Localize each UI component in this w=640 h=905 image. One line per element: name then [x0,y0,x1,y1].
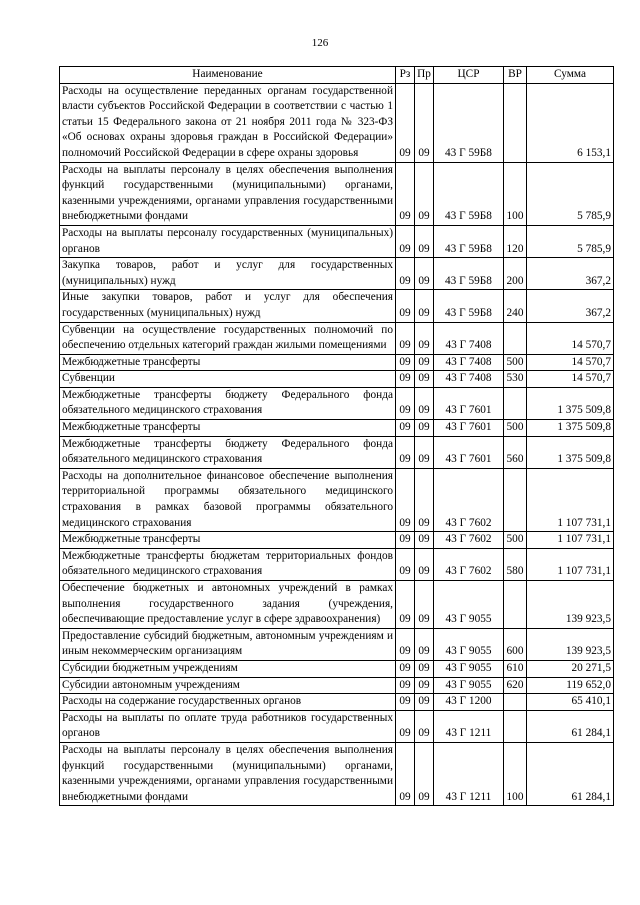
table-row [60,322,614,354]
cell-name: Расходы на осуществление переданных органам государственной власти субъектов Российской Федерации в соответствии с частью 1 статьи 15 Федерального закона от 21 ноября 2011 года № 323-ФЗ «Об основах охраны здоровья граждан в Российской Федерации» полномочий Российской Федерации в сфере охраны здоровья [60,83,396,162]
cell-csr: 43 Г 7601 [434,420,504,437]
cell-vr [504,322,527,354]
cell-name: Межбюджетные трансферты бюджетам территориальных фондов обязательного медицинского страхования [60,548,396,580]
cell-pr: 09 [415,162,434,225]
cell-sum: 1 375 509,8 [527,387,614,419]
table-row [60,258,614,290]
cell-csr: 43 Г 1211 [434,742,504,805]
cell-vr: 560 [504,436,527,468]
cell-pr: 09 [415,83,434,162]
cell-csr: 43 Г 7408 [434,322,504,354]
cell-name: Предоставление субсидий бюджетным, автономным учреждениям и иным некоммерческим организациям [60,628,396,660]
cell-rz: 09 [396,387,415,419]
cell-name: Расходы на выплаты персоналу в целях обеспечения выполнения функций государственными (муниципальными) органами, казенными учреждениями, органами управления государственными внебюджетными фондами [60,162,396,225]
header-rz: Рз [396,67,415,84]
cell-pr: 09 [415,581,434,629]
cell-name: Иные закупки товаров, работ и услуг для обеспечения государственных (муниципальных) нужд [60,290,396,322]
cell-sum: 1 375 509,8 [527,420,614,437]
header-csr: ЦСР [434,67,504,84]
cell-vr: 100 [504,742,527,805]
cell-name: Межбюджетные трансферты [60,532,396,549]
cell-vr [504,387,527,419]
header-pr: Пр [415,67,434,84]
page-number: 126 [311,37,329,49]
cell-pr: 09 [415,225,434,257]
cell-csr: 43 Г 59Б8 [434,162,504,225]
budget-table [59,66,614,806]
cell-csr: 43 Г 7602 [434,532,504,549]
table-row [60,225,614,257]
cell-rz: 09 [396,354,415,371]
cell-csr: 43 Г 59Б8 [434,225,504,257]
cell-rz: 09 [396,468,415,531]
cell-vr [504,710,527,742]
cell-rz: 09 [396,581,415,629]
cell-vr: 500 [504,420,527,437]
cell-sum: 14 570,7 [527,354,614,371]
cell-sum: 1 375 509,8 [527,436,614,468]
cell-rz: 09 [396,258,415,290]
table-row [60,162,614,225]
table-header-row [60,67,614,84]
table-row [60,371,614,388]
cell-sum: 139 923,5 [527,581,614,629]
cell-name: Расходы на выплаты персоналу государственных (муниципальных) органов [60,225,396,257]
header-sum: Сумма [527,67,614,84]
header-name: Наименование [60,67,396,84]
cell-sum: 65 410,1 [527,694,614,711]
cell-vr: 120 [504,225,527,257]
cell-name: Закупка товаров, работ и услуг для государственных (муниципальных) нужд [60,258,396,290]
cell-name: Субвенции [60,371,396,388]
cell-sum: 367,2 [527,258,614,290]
cell-sum: 367,2 [527,290,614,322]
cell-rz: 09 [396,660,415,677]
cell-name: Субсидии бюджетным учреждениям [60,660,396,677]
cell-rz: 09 [396,694,415,711]
cell-csr: 43 Г 7601 [434,436,504,468]
cell-pr: 09 [415,694,434,711]
cell-vr: 240 [504,290,527,322]
cell-sum: 1 107 731,1 [527,532,614,549]
cell-csr: 43 Г 7408 [434,371,504,388]
cell-csr: 43 Г 9055 [434,660,504,677]
cell-sum: 119 652,0 [527,677,614,694]
cell-rz: 09 [396,290,415,322]
cell-name: Расходы на дополнительное финансовое обеспечение выполнения территориальной программы обязательного медицинского страхования в рамках базовой программы обязательного медицинского страхования [60,468,396,531]
cell-pr: 09 [415,354,434,371]
cell-pr: 09 [415,548,434,580]
cell-name: Межбюджетные трансферты [60,420,396,437]
cell-name: Межбюджетные трансферты бюджету Федерального фонда обязательного медицинского страхования [60,436,396,468]
cell-rz: 09 [396,742,415,805]
cell-pr: 09 [415,532,434,549]
cell-sum: 20 271,5 [527,660,614,677]
cell-rz: 09 [396,83,415,162]
cell-sum: 14 570,7 [527,371,614,388]
cell-sum: 61 284,1 [527,742,614,805]
cell-pr: 09 [415,677,434,694]
cell-csr: 43 Г 7408 [434,354,504,371]
cell-pr: 09 [415,387,434,419]
cell-pr: 09 [415,290,434,322]
cell-csr: 43 Г 7601 [434,387,504,419]
cell-name: Расходы на содержание государственных органов [60,694,396,711]
cell-pr: 09 [415,742,434,805]
cell-sum: 6 153,1 [527,83,614,162]
cell-vr [504,581,527,629]
cell-vr: 530 [504,371,527,388]
cell-vr [504,694,527,711]
cell-csr: 43 Г 1200 [434,694,504,711]
cell-sum: 139 923,5 [527,628,614,660]
cell-name: Субвенции на осуществление государственных полномочий по обеспечению отдельных категорий граждан жилыми помещениями [60,322,396,354]
cell-pr: 09 [415,322,434,354]
cell-vr: 500 [504,354,527,371]
cell-csr: 43 Г 59Б8 [434,83,504,162]
cell-pr: 09 [415,420,434,437]
cell-vr: 610 [504,660,527,677]
table-row [60,387,614,419]
cell-vr: 580 [504,548,527,580]
cell-vr: 200 [504,258,527,290]
cell-sum: 5 785,9 [527,162,614,225]
cell-pr: 09 [415,468,434,531]
cell-rz: 09 [396,532,415,549]
table-row [60,290,614,322]
cell-sum: 61 284,1 [527,710,614,742]
cell-rz: 09 [396,436,415,468]
cell-pr: 09 [415,436,434,468]
table-row [60,548,614,580]
cell-rz: 09 [396,548,415,580]
cell-vr: 500 [504,532,527,549]
cell-sum: 5 785,9 [527,225,614,257]
cell-pr: 09 [415,628,434,660]
cell-sum: 1 107 731,1 [527,468,614,531]
cell-rz: 09 [396,677,415,694]
cell-rz: 09 [396,420,415,437]
cell-csr: 43 Г 7602 [434,468,504,531]
header-vr: ВР [504,67,527,84]
cell-vr [504,468,527,531]
cell-pr: 09 [415,660,434,677]
cell-name: Расходы на выплаты по оплате труда работников государственных органов [60,710,396,742]
table-row [60,581,614,629]
cell-csr: 43 Г 59Б8 [434,258,504,290]
cell-name: Расходы на выплаты персоналу в целях обеспечения выполнения функций государственными (муниципальными) органами, казенными учреждениями, органами управления государственными внебюджетными фондами [60,742,396,805]
table-row [60,420,614,437]
cell-csr: 43 Г 7602 [434,548,504,580]
cell-name: Субсидии автономным учреждениям [60,677,396,694]
cell-rz: 09 [396,225,415,257]
cell-rz: 09 [396,162,415,225]
cell-rz: 09 [396,710,415,742]
cell-pr: 09 [415,258,434,290]
table-row [60,660,614,677]
table-row [60,742,614,805]
cell-csr: 43 Г 9055 [434,581,504,629]
cell-vr: 600 [504,628,527,660]
cell-name: Межбюджетные трансферты [60,354,396,371]
cell-rz: 09 [396,628,415,660]
table-row [60,628,614,660]
cell-pr: 09 [415,371,434,388]
cell-csr: 43 Г 59Б8 [434,290,504,322]
table-row [60,468,614,531]
cell-sum: 14 570,7 [527,322,614,354]
cell-rz: 09 [396,371,415,388]
table-row [60,83,614,162]
cell-vr: 100 [504,162,527,225]
table-row [60,710,614,742]
cell-name: Межбюджетные трансферты бюджету Федерального фонда обязательного медицинского страхования [60,387,396,419]
table-row [60,354,614,371]
cell-csr: 43 Г 1211 [434,710,504,742]
cell-rz: 09 [396,322,415,354]
cell-vr: 620 [504,677,527,694]
table-row [60,677,614,694]
table-row [60,532,614,549]
table-row [60,694,614,711]
cell-csr: 43 Г 9055 [434,677,504,694]
cell-sum: 1 107 731,1 [527,548,614,580]
cell-csr: 43 Г 9055 [434,628,504,660]
table-row [60,436,614,468]
cell-pr: 09 [415,710,434,742]
cell-name: Обеспечение бюджетных и автономных учреждений в рамках выполнения государственного задания (учреждения, обеспечивающие предоставление услуг в сфере здравоохранения) [60,581,396,629]
cell-vr [504,83,527,162]
